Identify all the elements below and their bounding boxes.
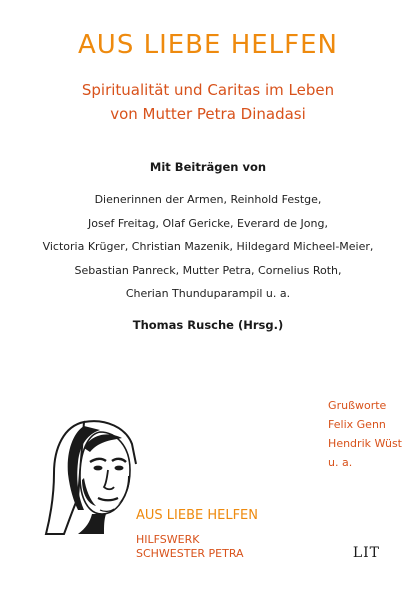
book-subtitle <box>0 78 416 126</box>
greetings-line: Hendrik Wüst <box>328 437 402 450</box>
editor-name: Thomas Rusche (Hrsg.) <box>132 318 284 332</box>
greetings-block <box>328 396 402 472</box>
logo-subtitle <box>136 533 244 561</box>
logo-subtitle-line: SCHWESTER PETRA <box>136 547 244 560</box>
greetings-line: Felix Genn <box>328 418 386 431</box>
logo-subtitle-line: HILFSWERK <box>136 533 200 546</box>
contributors-line: Cherian Thunduparampil u. a. <box>125 287 291 300</box>
contributors-line: Dienerinnen der Armen, Reinhold Festge, <box>94 193 322 206</box>
greetings-line: Grußworte <box>328 399 387 412</box>
contributors-list <box>0 188 416 306</box>
publisher-logo: LIT <box>352 545 380 561</box>
logo-title: AUS LIEBE HELFEN <box>136 508 258 523</box>
contributors-line: Josef Freitag, Olaf Gericke, Everard de Jong, <box>88 216 328 230</box>
contributors-line: Victoria Krüger, Christian Mazenik, Hildegard Micheel-Meier, <box>42 240 374 253</box>
subtitle-line: von Mutter Petra Dinadasi <box>110 105 306 123</box>
subtitle-line: Spiritualität und Caritas im Leben <box>81 81 335 99</box>
greetings-line: u. a. <box>328 456 353 469</box>
contributors-line: Sebastian Panreck, Mutter Petra, Cornelius Roth, <box>74 263 342 277</box>
contributions-heading: Mit Beiträgen von <box>149 160 267 174</box>
book-title: AUS LIEBE HELFEN <box>78 30 338 60</box>
